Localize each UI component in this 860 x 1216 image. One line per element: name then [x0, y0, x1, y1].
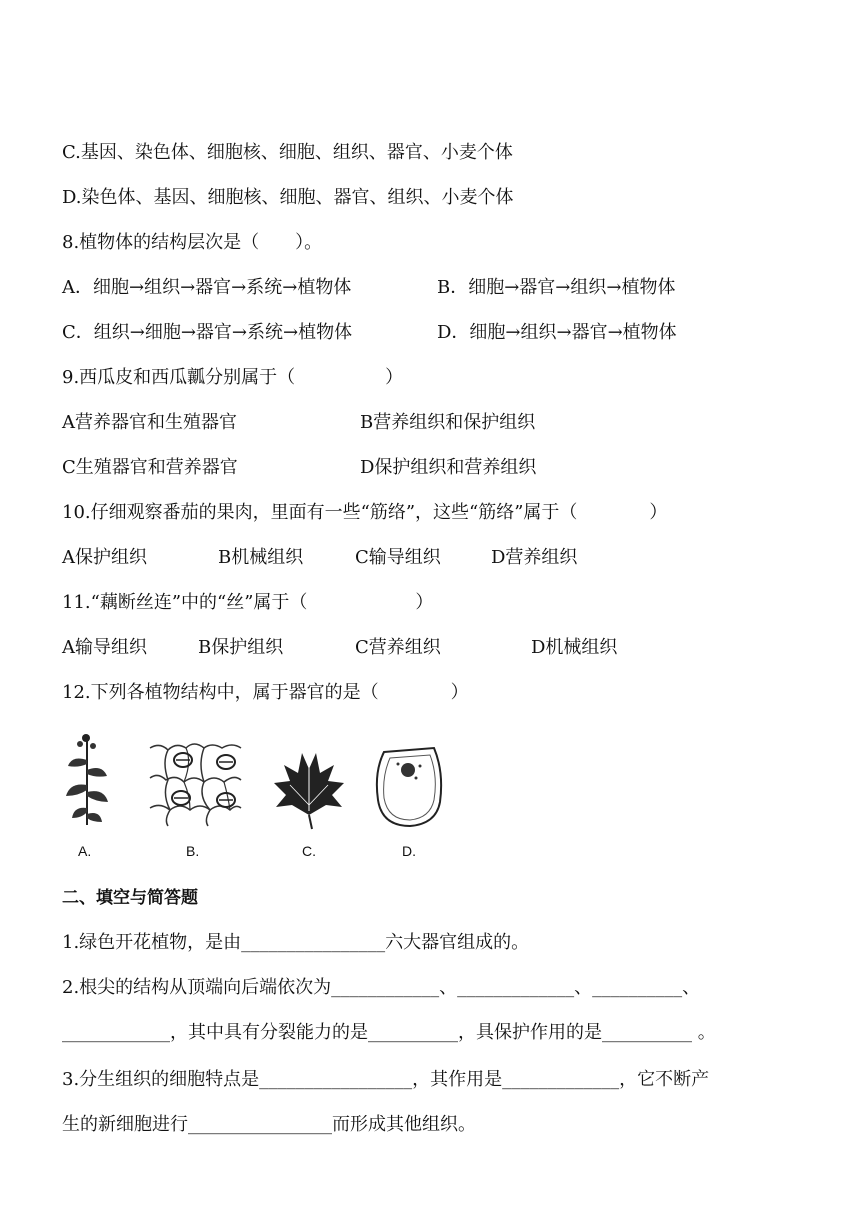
question-11-stem: 11.“藕断丝连”中的“丝”属于（ ）: [62, 592, 434, 613]
epidermis-cells-illustration: [148, 738, 243, 828]
question-8-option-a: A．细胞→组织→器官→系统→植物体: [62, 277, 352, 298]
fill-question-3-line-2: 生的新细胞进行________________而形成其他组织。: [62, 1114, 476, 1135]
cell-illustration: [370, 742, 450, 832]
question-10-option-c: C输导组织: [355, 547, 441, 568]
question-8-option-c: C．组织→细胞→器官→系统→植物体: [62, 322, 353, 343]
figure-label-a: A.: [78, 843, 92, 859]
question-10-option-b: B机械组织: [218, 547, 304, 568]
fill-question-2-line-1: 2.根尖的结构从顶端向后端依次为____________、_____________、__________、: [62, 977, 701, 998]
question-9-option-a: A营养器官和生殖器官: [62, 412, 237, 433]
question-8-option-b: B．细胞→器官→组织→植物体: [437, 277, 676, 298]
figure-label-b: B.: [186, 843, 200, 859]
question-9-option-d: D保护组织和营养组织: [360, 457, 537, 478]
question-12-stem: 12.下列各植物结构中，属于器官的是（ ）: [62, 682, 469, 703]
question-10-option-d: D营养组织: [491, 547, 578, 568]
question-11-option-d: D机械组织: [531, 637, 618, 658]
question-11-option-c: C营养组织: [355, 637, 441, 658]
fill-question-1: 1.绿色开花植物，是由________________六大器官组成的。: [62, 932, 530, 953]
fill-question-3-line-1: 3.分生组织的细胞特点是_________________，其作用是_____________，它不断产: [62, 1069, 710, 1090]
question-8-stem: 8.植物体的结构层次是（ ）。: [62, 232, 323, 253]
question-7-option-d: D.染色体、基因、细胞核、细胞、器官、组织、小麦个体: [62, 187, 514, 208]
question-9-option-c: C生殖器官和营养器官: [62, 457, 238, 478]
figure-label-d: D.: [402, 843, 416, 859]
fill-question-2-line-2: ____________，其中具有分裂能力的是__________，具保护作用的是__________ 。: [62, 1022, 716, 1043]
question-11-option-b: B保护组织: [198, 637, 284, 658]
section-heading: 二、填空与简答题: [62, 888, 198, 908]
plant-illustration: [62, 730, 112, 830]
figure-label-c: C.: [302, 843, 316, 859]
leaf-illustration: [272, 745, 347, 830]
question-10-option-a: A保护组织: [62, 547, 147, 568]
question-10-stem: 10.仔细观察番茄的果肉，里面有一些“筋络”，这些“筋络”属于（ ）: [62, 502, 668, 523]
question-9-option-b: B营养组织和保护组织: [360, 412, 536, 433]
question-11-option-a: A输导组织: [62, 637, 147, 658]
question-8-option-d: D．细胞→组织→器官→植物体: [437, 322, 677, 343]
question-7-option-c: C.基因、染色体、细胞核、细胞、组织、器官、小麦个体: [62, 142, 513, 163]
question-9-stem: 9.西瓜皮和西瓜瓤分别属于（ ）: [62, 367, 404, 388]
